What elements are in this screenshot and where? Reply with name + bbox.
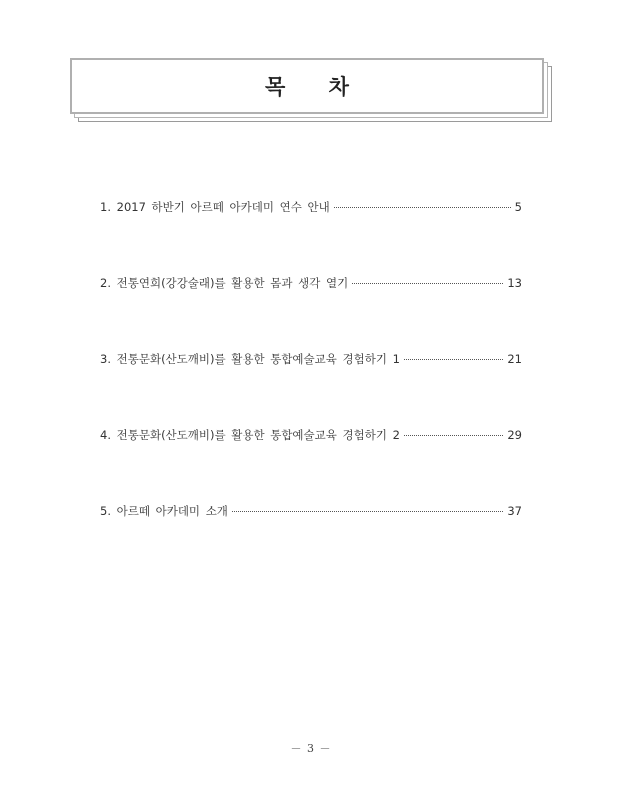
toc-entry-2[interactable] — [100, 275, 522, 295]
toc-entry-page: 37 — [507, 504, 522, 518]
table-of-contents — [100, 199, 522, 523]
toc-dot-leader — [404, 359, 503, 360]
toc-entry-page: 5 — [514, 200, 522, 214]
toc-dot-leader — [232, 511, 503, 512]
toc-entry-page: 29 — [507, 428, 522, 442]
toc-entry-page: 13 — [507, 276, 522, 290]
toc-entry-page: 21 — [507, 352, 522, 366]
toc-entry-title: 3. 전통문화(산도깨비)를 활용한 통합예술교육 경험하기 1 — [100, 352, 400, 366]
title-box — [70, 58, 550, 120]
toc-dot-leader — [352, 283, 503, 284]
toc-entry-3[interactable] — [100, 351, 522, 371]
toc-dot-leader — [404, 435, 503, 436]
page-title: 목 차 — [265, 75, 367, 99]
toc-entry-1[interactable] — [100, 199, 522, 219]
page-number: － 3 － — [290, 742, 332, 755]
toc-entry-4[interactable] — [100, 427, 522, 447]
toc-entry-title: 4. 전통문화(산도깨비)를 활용한 통합예술교육 경험하기 2 — [100, 428, 400, 442]
toc-dot-leader — [334, 207, 511, 208]
toc-entry-title: 5. 아르떼 아카데미 소개 — [100, 504, 228, 518]
toc-entry-5[interactable] — [100, 503, 522, 523]
toc-entry-title: 2. 전통연희(강강술래)를 활용한 몸과 생각 열기 — [100, 276, 349, 290]
toc-entry-title: 1. 2017 하반기 아르떼 아카데미 연수 안내 — [100, 200, 330, 214]
title-box-frame — [70, 58, 544, 114]
